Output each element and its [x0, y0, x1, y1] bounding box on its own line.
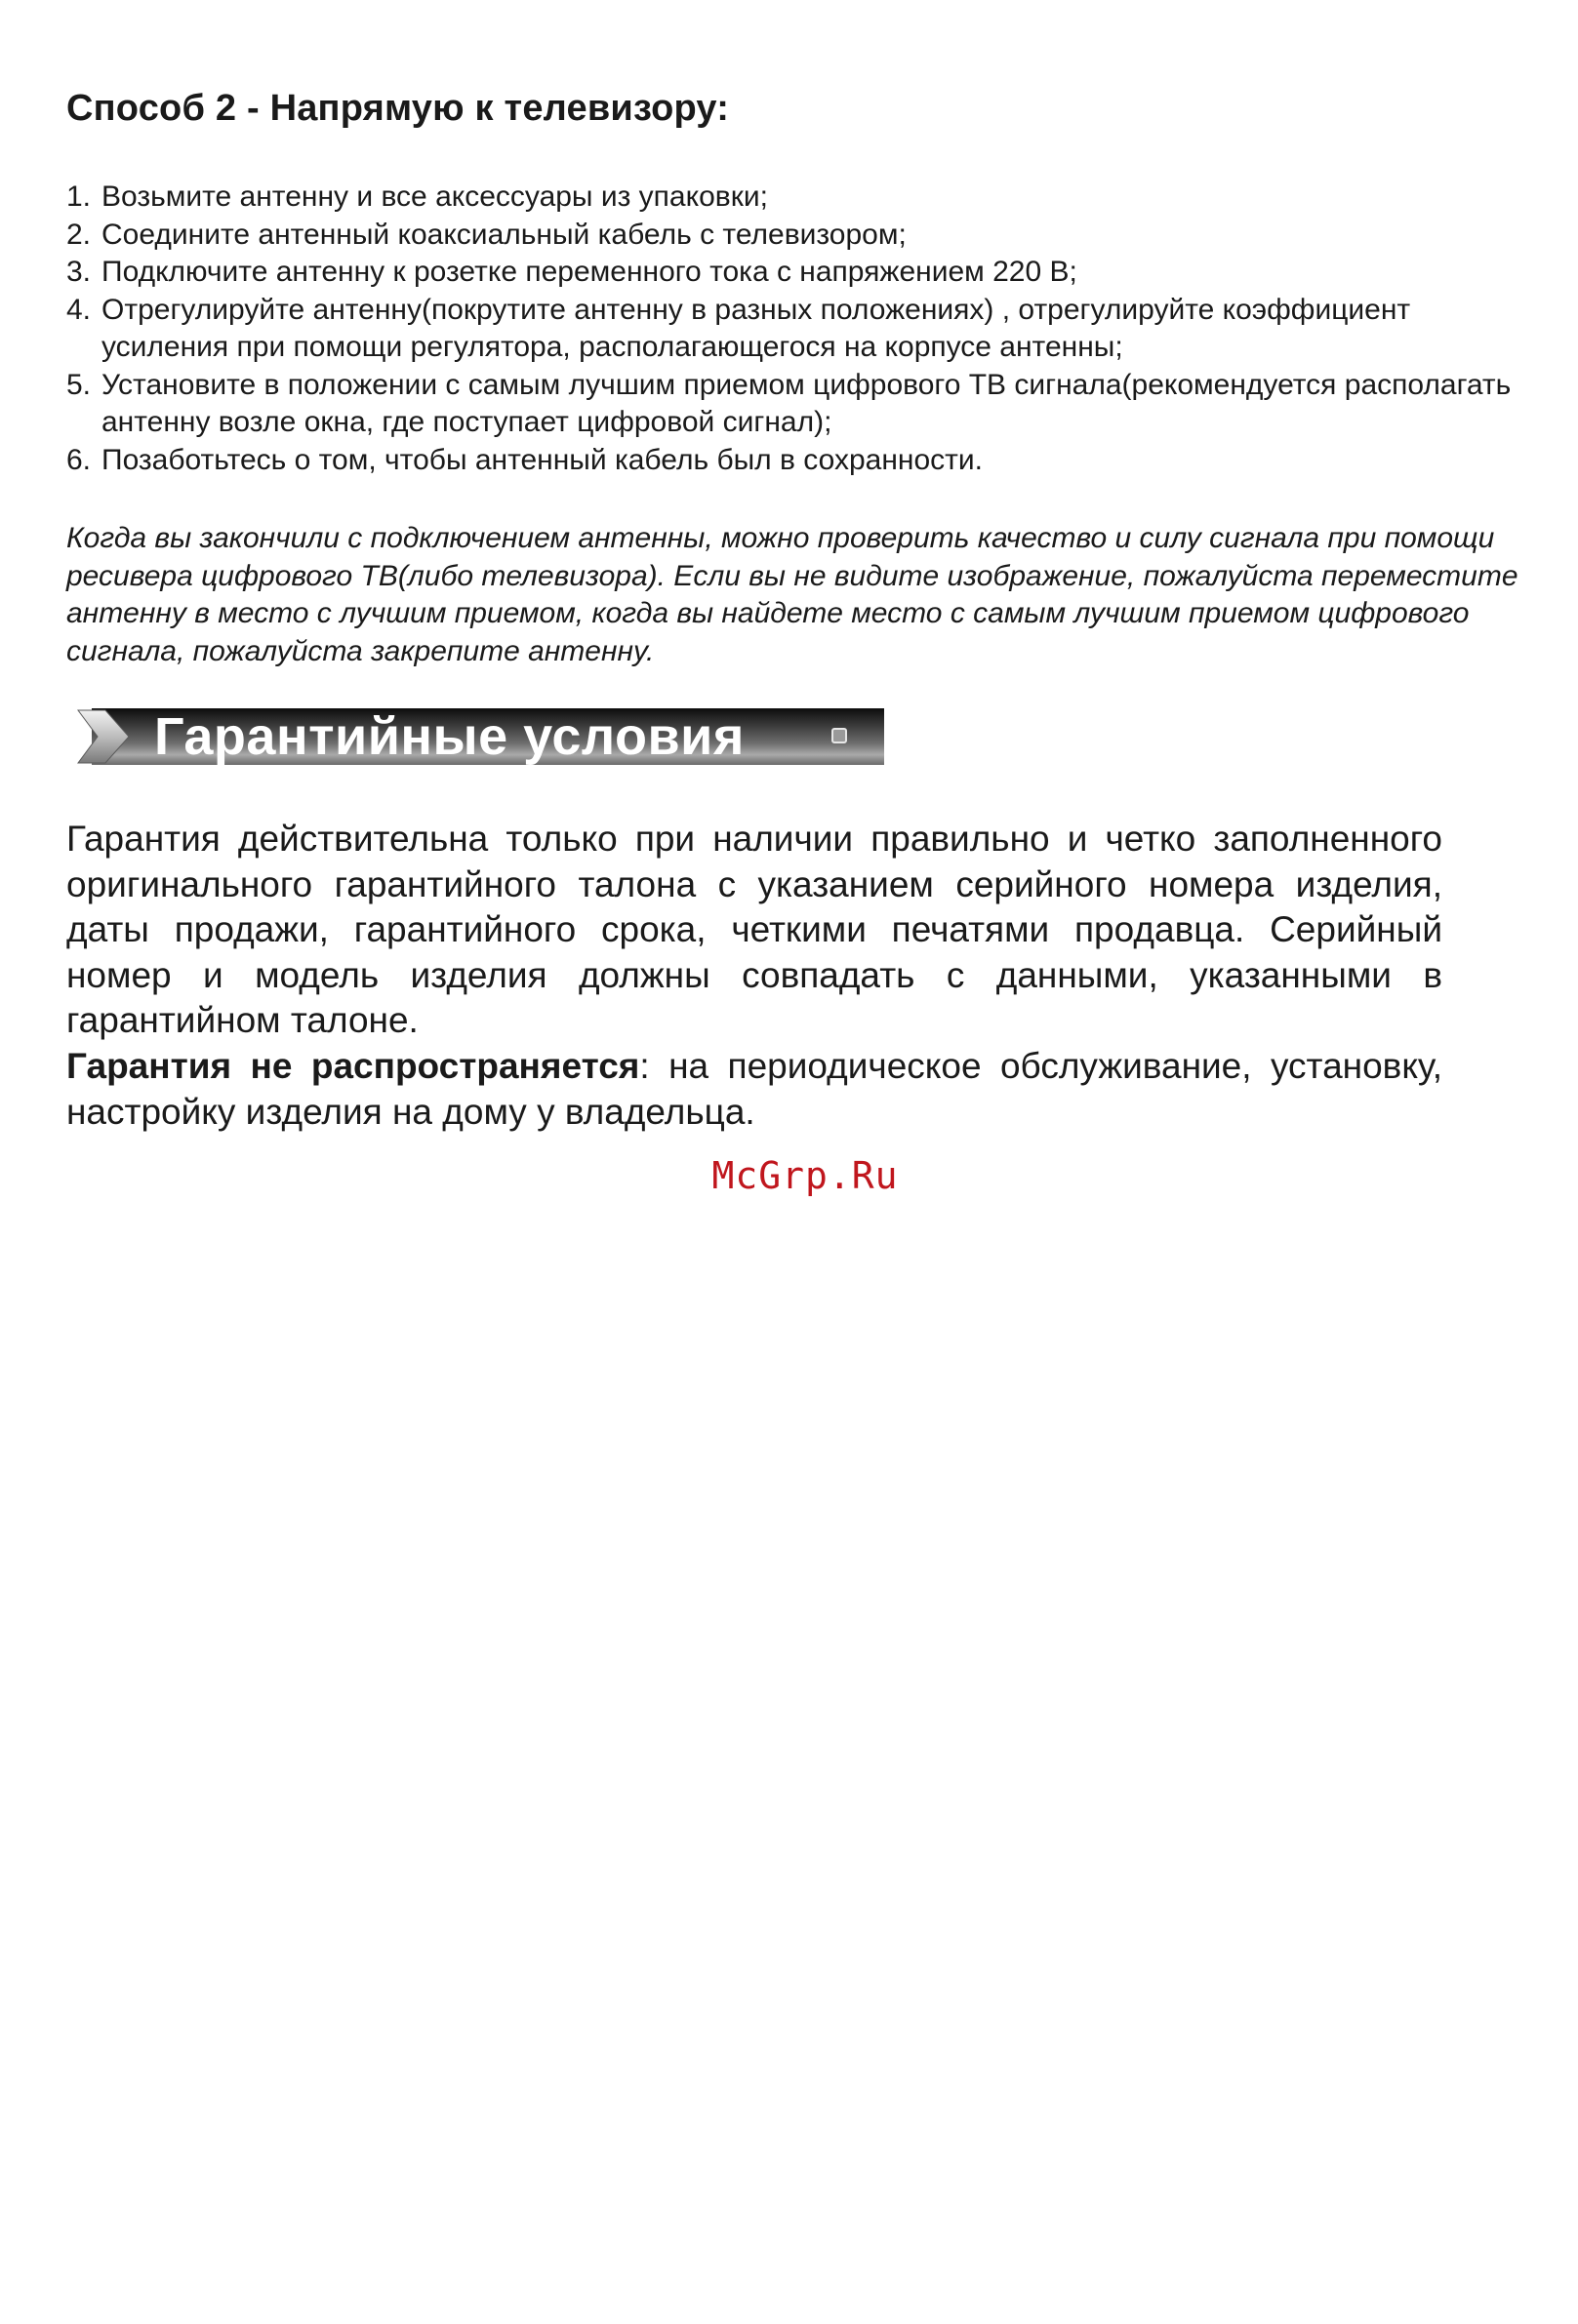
- warranty-exclusion: [66, 1044, 1442, 1135]
- step-text: Установите в положении с самым лучшим приемом цифрового ТВ сигнала(рекомендуется располагать антенну возле окна, где поступает цифровой сигнал);: [101, 368, 1512, 438]
- method-title: Способ 2 - Напрямую к телевизору:: [66, 88, 730, 129]
- step-number: 4.: [66, 293, 92, 326]
- exclusion-label: Гарантия не распространяется: [66, 1046, 640, 1086]
- watermark-link[interactable]: McGrp.Ru: [711, 1154, 899, 1197]
- step-item: [66, 217, 1530, 255]
- steps-list: [66, 179, 1530, 479]
- step-text: Позаботьтесь о том, чтобы антенный кабель был в сохранности.: [101, 443, 984, 476]
- square-icon: [831, 728, 847, 743]
- warranty-banner: [76, 708, 884, 765]
- step-text: Соедините антенный коаксиальный кабель с телевизором;: [101, 218, 907, 251]
- chevron-right-icon: [76, 708, 135, 765]
- step-number: 1.: [66, 180, 92, 213]
- step-item: [66, 179, 1530, 217]
- warranty-heading: Гарантийные условия: [154, 707, 745, 766]
- connection-note: Когда вы закончили с подключением антенны, можно проверить качество и силу сигнала при помощи ресивера цифрового ТВ(либо телевизора). Если вы не видите изображение, пожалуйста переместите антенну в место с лучшим приемом, когда вы найдете место с самым лучшим приемом цифрового сигнала, пожалуйста закрепите антенну.: [66, 522, 1518, 667]
- warranty-body: Гарантия действительна только при наличии правильно и четко заполненного оригинального гарантийного талона с указанием серийного номера изделия, даты продажи, гарантийного срока, четкими печатями продавца. Серийный номер и модель изделия должны совпадать с данными, указанными в гарантийном талоне.: [66, 819, 1442, 1041]
- step-number: 6.: [66, 443, 92, 476]
- step-item: [66, 442, 1530, 480]
- step-item: [66, 292, 1530, 367]
- step-text: Отрегулируйте антенну(покрутите антенну в разных положениях) , отрегулируйте коэффициент усиления при помощи регулятора, располагающегося на корпусе антенны;: [101, 293, 1411, 363]
- step-text: Подключите антенну к розетке переменного тока с напряжением 220 В;: [101, 256, 1077, 288]
- step-text: Возьмите антенну и все аксессуары из упаковки;: [101, 180, 768, 213]
- step-number: 2.: [66, 218, 92, 251]
- step-number: 3.: [66, 256, 92, 288]
- exclusion-text: : на периодическое обслуживание, установку, настройку изделия на дому у владельца.: [66, 1046, 1442, 1132]
- step-item: [66, 254, 1530, 292]
- step-item: [66, 367, 1530, 442]
- step-number: 5.: [66, 368, 92, 401]
